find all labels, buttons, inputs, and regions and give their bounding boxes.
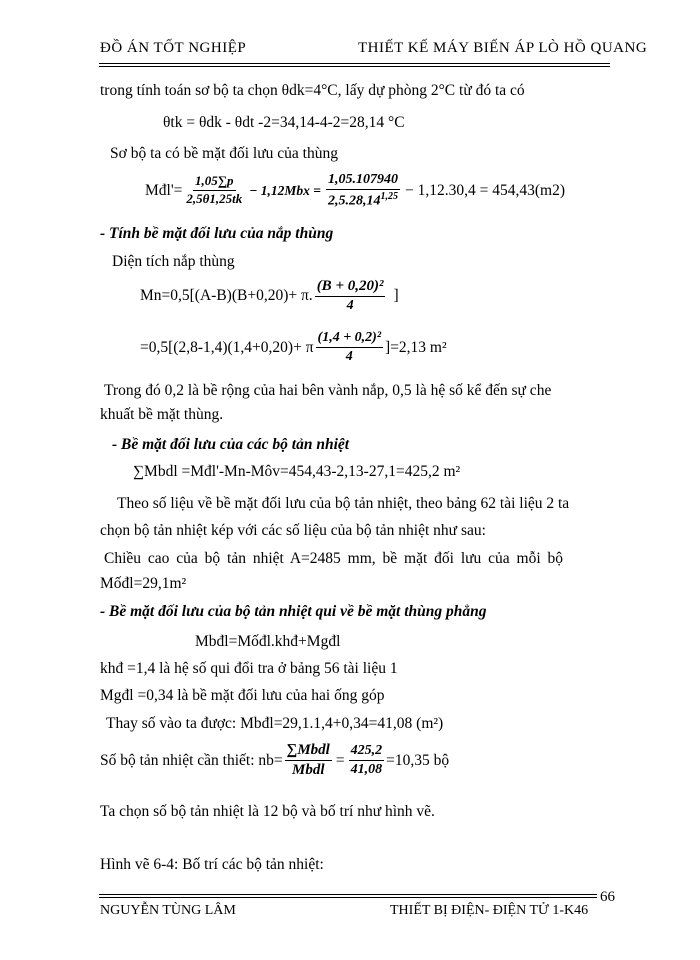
header-rule-thin bbox=[99, 66, 610, 67]
formula-1-fa-den: 2,5θ1,25tk bbox=[186, 191, 243, 207]
line-1: trong tính toán sơ bộ ta chọn θdk=4°C, lấy dự phòng 2°C từ đó ta có bbox=[100, 82, 525, 99]
line-16: Mốđl=29,1m² bbox=[100, 575, 187, 592]
formula-4-fb-num: 425,2 bbox=[349, 743, 385, 761]
line-18: Mbđl=Mốđl.khđ+Mgđl bbox=[195, 633, 341, 650]
line-21: Thay số vào ta được: Mbđl=29,1.1,4+0,34=41,08 (m²) bbox=[106, 715, 444, 732]
formula-1-fb-num: 1,05.107940 bbox=[326, 172, 400, 190]
formula-2-den: 4 bbox=[346, 298, 354, 314]
page-number: 66 bbox=[600, 889, 615, 905]
header-left: ĐỒ ÁN TỐT NGHIỆP bbox=[100, 40, 247, 56]
line-14: chọn bộ tản nhiệt kép với các số liệu của bộ tản nhiệt như sau: bbox=[100, 522, 486, 539]
line-6: Diện tích nắp thùng bbox=[112, 253, 235, 270]
formula-1-fraction-a bbox=[184, 174, 244, 207]
line-23: Ta chọn số bộ tản nhiệt là 12 bộ và bố trí như hình vẽ. bbox=[100, 803, 435, 820]
formula-radiator-count: Số bộ tản nhiệt cần thiết: nb= $\frac{\text{∑Mbdl}}{\text{Mbdl}}$ = $\frac{425,2}{41,08}$ =10,35 bộ bbox=[100, 742, 450, 779]
line-3: Sơ bộ ta có bề mặt đối lưu của thùng bbox=[110, 145, 338, 162]
formula-4-fraction-a bbox=[285, 742, 332, 780]
line-9: Trong đó 0,2 là bề rộng của hai bên vành nắp, 0,5 là hệ số kể đến sự che bbox=[104, 382, 552, 399]
line-12: ∑Mbdl =Mđl'-Mn-Môv=454,43-2,13-27,1=425,2 m² bbox=[133, 463, 461, 480]
footer-rule bbox=[99, 897, 597, 898]
formula-lid-area bbox=[140, 278, 399, 314]
formula-1-rhs: − 1,12.30,4 = 454,43(m2) bbox=[405, 181, 565, 199]
line-20: Mgđl =0,34 là bề mặt đối lưu của hai ống góp bbox=[100, 687, 385, 704]
formula-4-fraction-b bbox=[349, 743, 385, 778]
formula-1-fraction-b bbox=[326, 172, 400, 210]
section-radiator-title: - Bề mặt đối lưu của các bộ tản nhiệt bbox=[112, 436, 350, 453]
formula-4-rhs: =10,35 bộ bbox=[386, 751, 450, 769]
formula-3-den: 4 bbox=[345, 349, 353, 365]
formula-3-num: (1,4 + 0,2)² bbox=[316, 330, 384, 348]
formula-3-rhs: ]=2,13 m² bbox=[385, 338, 447, 356]
line-15: Chiều cao của bộ tản nhiệt A=2485 mm, bề mặt đối lưu của mỗi bộ bbox=[104, 550, 564, 567]
formula-1-fb-exp: 1,25 bbox=[380, 191, 398, 203]
formula-4-fa-den: Mbdl bbox=[292, 762, 325, 779]
footer-dept: THIẾT BỊ ĐIỆN- ĐIỆN TỬ 1-K46 bbox=[390, 903, 589, 918]
formula-4-fb-den: 41,08 bbox=[350, 762, 383, 778]
section-lid-title: - Tính bề mặt đối lưu của nắp thùng bbox=[100, 225, 334, 242]
line-10: khuất bề mặt thùng. bbox=[100, 406, 224, 423]
formula-2-lhs: Mn=0,5[(A-B)(B+0,20)+ π. bbox=[140, 287, 313, 305]
line-2: θtk = θdk - θdt -2=34,14-4-2=28,14 °C bbox=[163, 114, 405, 131]
section-flat-tank-title: - Bề mặt đối lưu của bộ tản nhiệt qui về bề mặt thùng phẳng bbox=[100, 603, 487, 620]
footer-author: NGUYỄN TÙNG LÂM bbox=[100, 903, 236, 918]
formula-lid-area-value bbox=[140, 330, 447, 365]
figure-caption: Hình vẽ 6-4: Bố trí các bộ tản nhiệt: bbox=[100, 856, 324, 873]
formula-3-lhs: =0,5[(2,8-1,4)(1,4+0,20)+ π bbox=[140, 338, 314, 356]
line-13: Theo số liệu về bề mặt đối lưu của bộ tản nhiệt, theo bảng 62 tài liệu 2 ta bbox=[117, 495, 570, 512]
line-19: khđ =1,4 là hệ số qui đổi tra ở bảng 56 tài liệu 1 bbox=[100, 660, 398, 677]
header-rule bbox=[99, 63, 610, 64]
formula-4-fa-num: ∑Mbdl bbox=[285, 742, 332, 761]
formula-2-fraction bbox=[315, 278, 386, 314]
header-right: THIẾT KẾ MÁY BIẾN ÁP LÒ HỒ QUANG bbox=[358, 40, 648, 56]
formula-2-rhs: ] bbox=[393, 287, 399, 305]
formula-1-fb-den: 2,5.28,14 bbox=[328, 193, 381, 209]
formula-4-lhs: Số bộ tản nhiệt cần thiết: nb= bbox=[100, 751, 283, 769]
footer-rule-thin bbox=[99, 894, 597, 895]
formula-surface-tank bbox=[145, 172, 565, 210]
formula-1-mid: − 1,12Mbx = bbox=[249, 182, 321, 198]
formula-3-fraction bbox=[316, 330, 384, 365]
formula-2-num: (B + 0,20)² bbox=[315, 278, 386, 297]
formula-1-lhs: Mđl'= bbox=[145, 181, 183, 199]
formula-1-fa-num: 1,05∑p bbox=[193, 174, 236, 191]
